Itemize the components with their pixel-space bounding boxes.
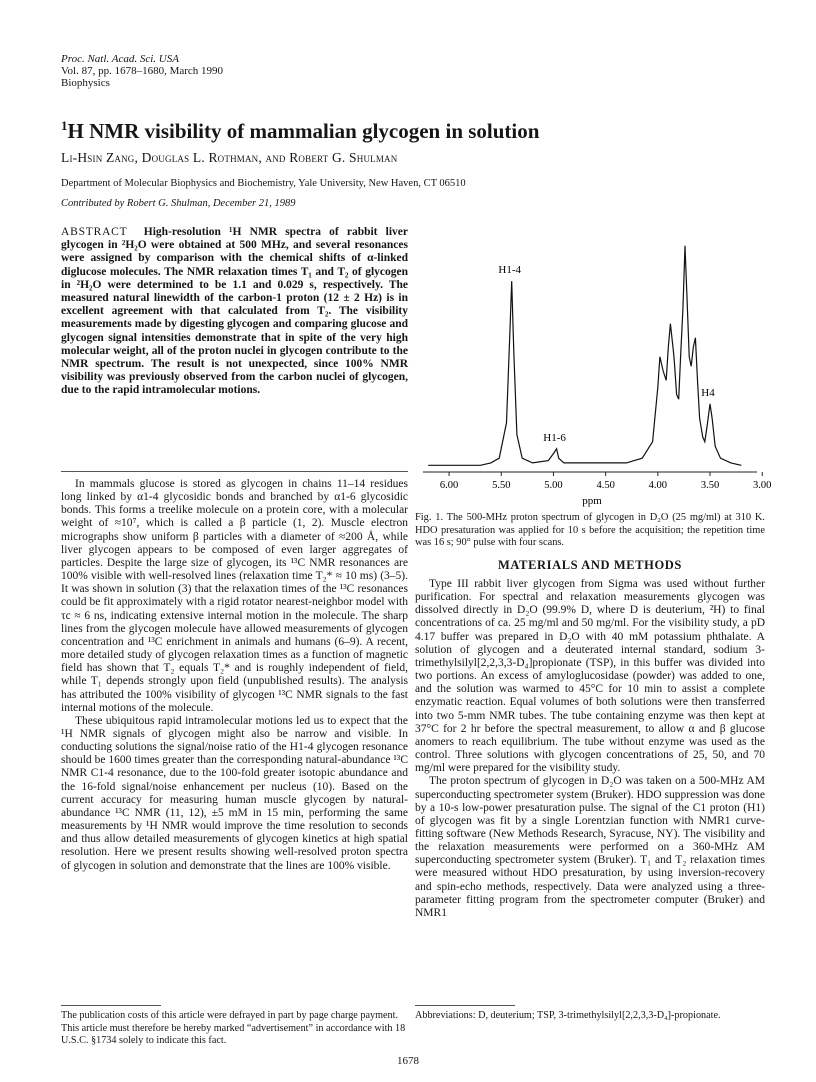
x-tick-label: 6.00 — [439, 480, 459, 491]
section-heading: MATERIALS AND METHODS — [498, 558, 682, 572]
article-title — [61, 113, 761, 144]
abstract — [61, 226, 408, 398]
affiliation: Department of Molecular Biophysics and Biochemistry, Yale University, New Haven, CT 06510 — [61, 178, 466, 189]
section-name: Biophysics — [61, 77, 110, 89]
x-tick-label: 4.00 — [648, 480, 668, 491]
abstract-divider — [61, 471, 408, 472]
methods-paragraph: The proton spectrum of glycogen in D₂O was taken on a 500-MHz AM superconducting spectrometer system (Bruker). HDO suppression was done by a 10-s low-power presaturation pulse. The signal of the C1 proton (H1) of glycogen was fit by a single Lorentzian function with NMR1 curve-fitting software (New Methods Research, Syracuse, NY). The visibility and the relaxation measurements were performed on a 360-MHz AM superconducting spectrometer system (Bruker). T₁ and T₂ relaxation times were measured without HDO presaturation, by using inversion-recovery and spin-echo methods, respectively. Data were analyzed using a three-parameter fitting program from the spectrometer computer (Bruker) and NMR1 — [415, 775, 765, 919]
x-axis-ticks — [440, 472, 772, 491]
cost-footnote: The publication costs of this article were defrayed in part by page charge payment. This article must therefore be hereby marked “advertisement” in accordance with 18 U.S.C. §1734 solely to indicate this fact. — [61, 1010, 406, 1046]
figure-caption: Fig. 1. The 500-MHz proton spectrum of glycogen in D₂O (25 mg/ml) at 310 K. HDO presaturation was applied for 10 s before the acquisition; the repetition time was 16 s; 90° pulse with four scans. — [415, 512, 765, 549]
methods-text — [415, 578, 765, 920]
intro-paragraph: These ubiquitous rapid intramolecular motions led us to expect that the ¹H NMR signals of glycogen might also be narrow and visible. In conducting solutions the signal/noise ratio of the H1-4 glycogen resonance should be 1600 times greater than the corresponding natural-abundance ¹³C NMR C1-4 resonance, due to the 100-fold greater isotopic abundance and the 16-fold signal/noise enhancement per nucleus (10). Based on the current accuracy for measuring human muscle glycogen by natural-abundance ¹³C NMR (11, 12), ±5 mM in 15 min, performing the same measurements by ¹H NMR would improve the time resolution to seconds and thus allow detailed measurements of glycogen kinetics at high spatial resolution. Here we present results showing well-resolved proton spectra of glycogen in solution and demonstrate that the lines are 100% visible. — [61, 714, 408, 872]
title-text: H NMR visibility of mammalian glycogen in solution — [67, 119, 540, 143]
abstract-text: High-resolution ¹H NMR spectra of rabbit liver glycogen in ²H₂O were obtained at 500 MHz, and several resonances were assigned by comparison with the chemical shifts of α-linked diglucose molecules. The NMR relaxation times T₁ and T₂ of glycogen in ²H₂O were determined to be 1.1 and 0.029 s, respectively. The measured natural linewidth of the carbon-1 proton (12 ± 2 Hz) is in excellent agreement with that calculated from T₂. The visibility measurements made by digesting glycogen and comparing glucose and glycogen signal intensities demonstrate that in spite of the very high molecular weight, all of the proton nuclei in glycogen contribute to the NMR spectrum. The result is not unexpected, since 100% NMR visibility was previously observed from the carbon nuclei of glycogen, due to the rapid intramolecular motions. — [61, 226, 409, 397]
spectrum-trace — [428, 246, 741, 465]
x-tick-label: 4.50 — [596, 480, 615, 491]
figure-1 — [415, 226, 772, 508]
title-superscript: 1 — [61, 118, 68, 133]
page-number: 1678 — [397, 1055, 419, 1067]
methods-paragraph: Type III rabbit liver glycogen from Sigma was used without further purification. For spectral and relaxation measurements glycogen was dissolved directly in D₂O (99.9% D, where D is deuterium, ²H) to final concentrations of ca. 25 mg/ml and 50 mg/ml. For the visibility study, a pD 4.17 buffer was prepared in D₂O with 40 mM potassium phthalate. A solution of glycogen and a deuterated internal standard, sodium 3-trimethylsilyl[2,2,3,3-D₄]propionate (TSP), in this buffer was divided into two portions. An excess of amyloglucosidase (powder) was added to one, and the solution was warmed to 45°C for 10 min to assist a complete enzymatic reaction. Equal volumes of both solutions were then transferred into two 5-mm NMR tubes. The tube containing enzyme was then kept at 37°C for 2 hr before the spectral measurement, to allow α and β glucose anomers to reach equilibrium. The tube without enzyme was used as the control. Three solutions with glycogen concentrations of 25, 50, and 70 mg/ml were prepared for the visibility study. — [415, 578, 765, 775]
abstract-label: ABSTRACT — [61, 226, 128, 238]
peak-label: H1-6 — [543, 431, 566, 444]
peak-label: H4 — [701, 386, 715, 399]
running-header — [61, 53, 223, 89]
peak-annotations — [498, 264, 715, 444]
nmr-spectrum-chart — [415, 226, 772, 508]
peak-label: H1-4 — [498, 264, 522, 277]
volume-info: Vol. 87, pp. 1678–1680, March 1990 — [61, 65, 224, 77]
contributed-by: Contributed by Robert G. Shulman, December 21, 1989 — [61, 198, 296, 209]
x-tick-label: 5.50 — [492, 480, 511, 491]
x-axis-label: ppm — [582, 495, 602, 507]
x-tick-label: 3.50 — [700, 480, 720, 491]
abbrev-divider — [415, 1005, 515, 1006]
introduction — [61, 478, 408, 873]
x-tick-label: 3.00 — [753, 480, 772, 491]
author-list: Li-Hsin Zang, Douglas L. Rothman, and Robert G. Shulman — [61, 150, 398, 165]
journal-name: Proc. Natl. Acad. Sci. USA — [61, 53, 179, 65]
intro-paragraph: In mammals glucose is stored as glycogen in chains 11–14 residues long linked by α1-4 glycosidic bonds and branched by α1-6 glycosidic bonds. This forms a treelike molecule on a protein core, with a molecular weight of ≈10⁷, which is called a β particle (1, 2). Muscle electron micrographs show uniform β particles with a diameter of ≈200 Å, while liver glycogen appears to be composed of even larger aggregates of particles. Despite the large size of glycogen, its ¹³C NMR resonances are 100% visible with well-resolved lines (relaxation time T₂* ≈ 10 ms) (3–5). It was shown in solution (3) that the relaxation times of the ¹³C resonances could be fit approximately with a rigid rotator nearest-neighbor model with τc ≈ 6 ns, indicating extensive internal motion in the molecule. The sharp lines from the glycogen molecule have allowed measurements of glycogen concentration and ¹³C enrichment in animals and humans (6–9). A recent, more detailed study of glycogen relaxation times as a function of magnetic field has shown that T₂ equals T₂* and is roughly independent of field, while T₁ depends strongly upon field (unpublished results). The analysis has attributed the 100% visibility of glycogen ¹³C NMR signals to the fast internal motions of the molecule. — [61, 478, 408, 714]
x-tick-label: 5.00 — [544, 480, 563, 491]
abbreviations-footnote: Abbreviations: D, deuterium; TSP, 3-trimethylsilyl[2,2,3,3-D₄]-propionate. — [415, 1010, 721, 1021]
footnote-divider — [61, 1005, 161, 1006]
